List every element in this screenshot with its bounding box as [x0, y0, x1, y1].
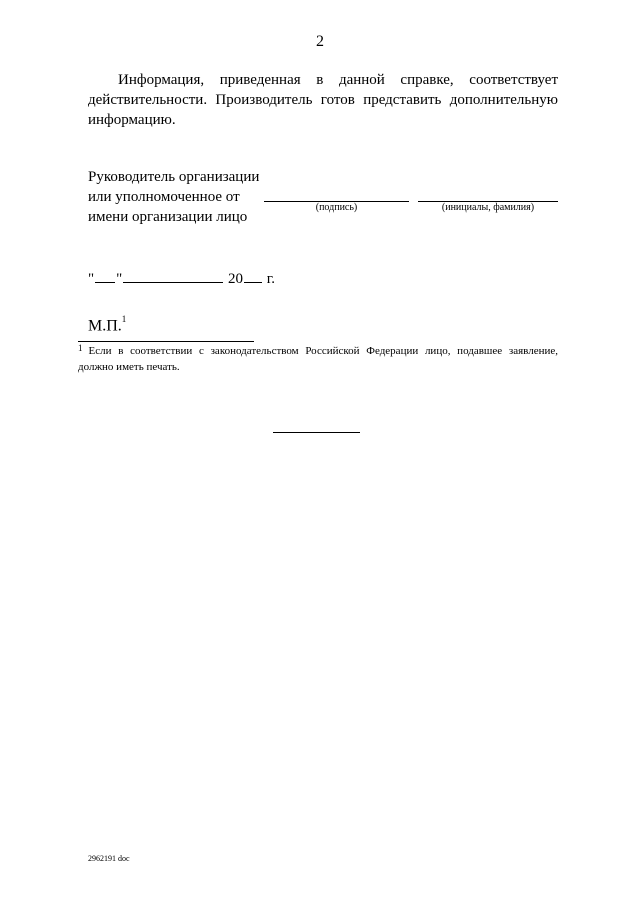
page-number: 2 — [316, 33, 324, 50]
signer-label-line-1: Руководитель организации — [88, 169, 260, 185]
signer-label — [88, 167, 263, 227]
stamp-label — [88, 311, 126, 336]
name-caption: (инициалы, фамилия) — [441, 202, 535, 213]
date-year-blank — [244, 268, 262, 283]
date-day-blank — [95, 268, 115, 283]
end-of-document-rule — [273, 432, 360, 433]
date-close-quote: " — [116, 271, 123, 287]
signer-label-line-2: или уполномоченное от — [88, 189, 240, 205]
signature-caption: (подпись) — [315, 202, 358, 213]
date-open-quote: " — [88, 271, 95, 287]
date-year-suffix: г. — [266, 271, 275, 287]
body-paragraph: Информация, приведенная в данной справке, соответствует действительности. Производитель готов представить дополнительную информацию. — [88, 72, 558, 128]
footnote — [78, 343, 558, 375]
stamp-footnote-ref: 1 — [121, 314, 127, 324]
date-field — [88, 268, 275, 289]
signer-label-line-3: имени организации лицо — [88, 209, 248, 225]
date-month-blank — [123, 268, 223, 283]
footnote-text: Если в соответствии с законодательством Российской Федерации лицо, подавшее заявление, должно иметь печать. — [78, 345, 558, 373]
footnote-marker: 1 — [78, 343, 83, 353]
document-id: 2962191 doc — [88, 854, 130, 863]
date-year-prefix: 20 — [228, 271, 243, 287]
stamp-label-text: М.П. — [88, 317, 122, 335]
footnote-separator — [78, 341, 254, 342]
